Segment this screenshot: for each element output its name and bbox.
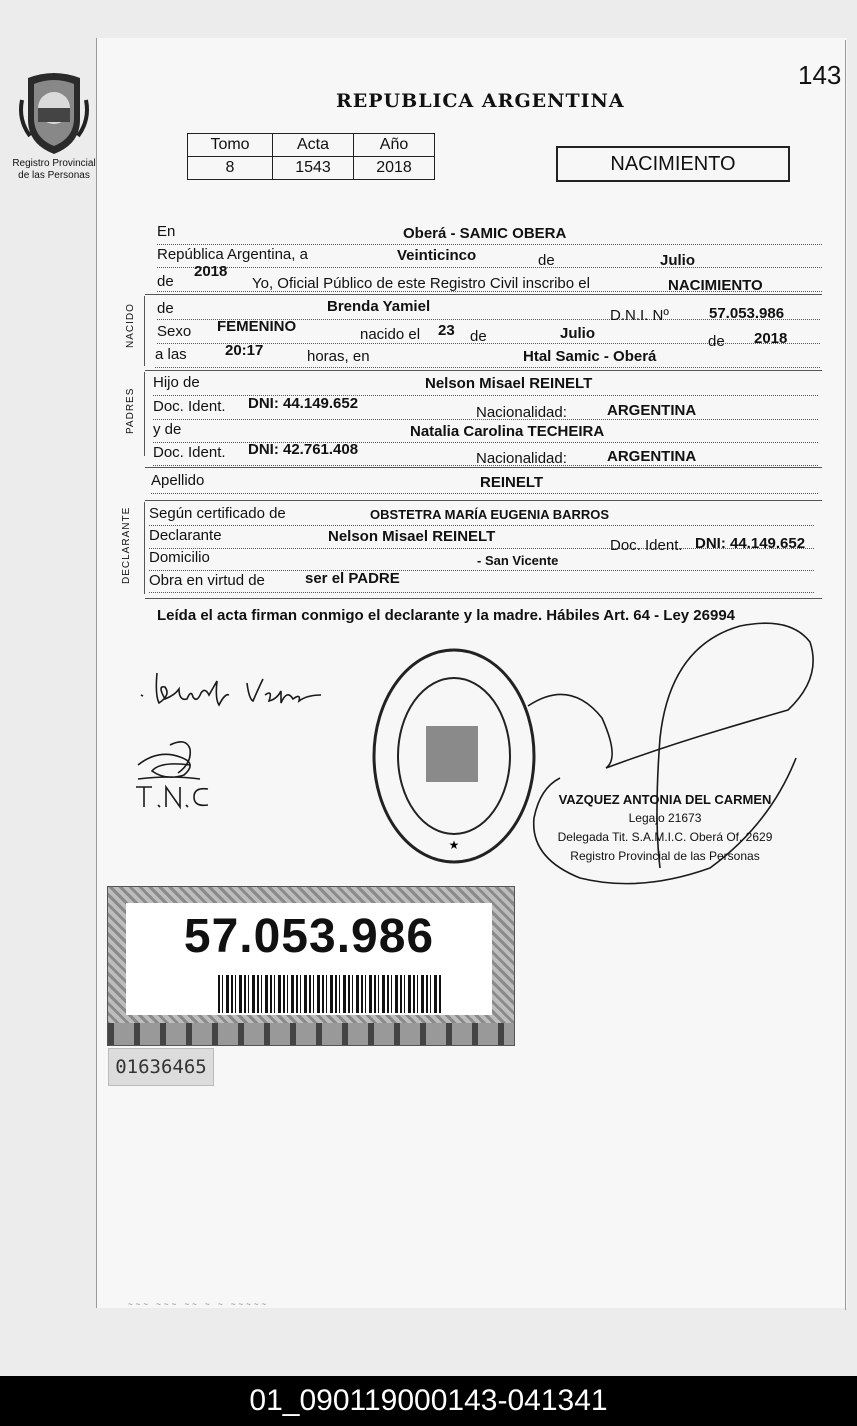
de-label: de — [538, 252, 555, 269]
birth-day: 23 — [438, 322, 455, 339]
en-value: Oberá - SAMIC OBERA — [403, 225, 567, 242]
closing-statement: Leída el acta firman conmigo el declarante y la madre. Hábiles Art. 64 - Ley 26994 — [157, 607, 736, 624]
svg-text:★: ★ — [448, 838, 460, 852]
mother-doc-label: Doc. Ident. — [153, 444, 226, 461]
day-value: Veinticinco — [397, 247, 477, 264]
decl-doc-label: Doc. Ident. — [610, 537, 683, 554]
padres-label: PADRES — [125, 387, 136, 434]
declarante-field-label: Declarante — [149, 527, 222, 544]
father-doc: DNI: 44.149.652 — [248, 395, 359, 412]
inscribo-value: NACIMIENTO — [668, 277, 763, 294]
segun-label: Según certificado de — [149, 505, 286, 522]
document-type-box: NACIMIENTO — [556, 146, 790, 182]
registry-logo-caption-1: Registro Provincial — [12, 158, 96, 169]
sexo-label: Sexo — [157, 323, 192, 340]
barcode-icon — [218, 975, 442, 1013]
page-number: 143 — [798, 60, 842, 90]
anio-header: Año — [354, 134, 435, 157]
father-nat-label: Nacionalidad: — [476, 404, 567, 421]
dni-sticker — [107, 886, 515, 1046]
en-label: En — [157, 223, 176, 240]
official-name: VAZQUEZ ANTONIA DEL CARMEN — [558, 792, 772, 807]
register-table — [187, 133, 435, 180]
provincial-seal-icon — [18, 70, 90, 156]
sexo-value: FEMENINO — [217, 318, 297, 335]
registry-logo — [10, 70, 98, 182]
padres-top-rule — [145, 370, 822, 371]
father-value: Nelson Misael REINELT — [425, 375, 593, 392]
segun-value: OBSTETRA MARÍA EUGENIA BARROS — [370, 507, 610, 522]
tomo-value: 8 — [188, 157, 273, 180]
serial-label: 01636465 — [108, 1048, 214, 1086]
de2-label: de — [157, 273, 174, 290]
domicilio-value: - San Vicente — [477, 553, 559, 568]
nacido-el-label: nacido el — [360, 326, 421, 343]
tomo-header: Tomo — [188, 134, 273, 157]
mother-nat: ARGENTINA — [607, 448, 697, 465]
birth-year: 2018 — [754, 330, 788, 347]
father-nat: ARGENTINA — [607, 402, 697, 419]
faint-mark: ~~~ ~~~ ~~ ~ ~ ~~~~~ — [128, 1300, 270, 1309]
official-role: Delegada Tit. S.A.M.I.C. Oberá Of. 2629 — [557, 830, 773, 844]
nacido-sidebar — [144, 296, 145, 366]
official-legajo: Legajo 21673 — [628, 811, 702, 825]
declarante-label: DECLARANTE — [121, 506, 132, 584]
yde-label: y de — [153, 421, 182, 438]
de4-label: de — [470, 328, 487, 345]
republica-label: República Argentina, a — [157, 246, 308, 263]
declarante-bottom-rule — [145, 598, 822, 599]
acta-header: Acta — [273, 134, 354, 157]
decl-doc-value: DNI: 44.149.652 — [695, 535, 806, 552]
official-office: Registro Provincial de las Personas — [570, 849, 760, 863]
de3-label: de — [157, 300, 174, 317]
year-value: 2018 — [194, 263, 228, 280]
dni-sticker-strip — [108, 1023, 514, 1045]
alas-label: a las — [155, 346, 187, 363]
declarante-sidebar — [144, 502, 145, 594]
anio-value: 2018 — [354, 157, 435, 180]
oficial-text: Yo, Oficial Público de este Registro Civil inscribo el — [252, 275, 590, 292]
declarante-top-rule — [145, 500, 822, 501]
mother-signature — [130, 735, 220, 815]
time-value: 20:17 — [225, 342, 264, 359]
nacido-label: NACIDO — [125, 303, 136, 348]
registry-logo-caption-2: de las Personas — [18, 170, 90, 181]
de5-label: de — [708, 333, 725, 350]
declarante-value: Nelson Misael REINELT — [328, 528, 496, 545]
apellido-label: Apellido — [151, 472, 205, 489]
mother-nat-label: Nacionalidad: — [476, 450, 567, 467]
horas-label: horas, en — [307, 348, 370, 365]
apellido-top-rule — [145, 467, 822, 468]
declarant-signature — [135, 665, 335, 720]
mother-doc: DNI: 42.761.408 — [248, 441, 359, 458]
document-title: REPUBLICA ARGENTINA — [336, 90, 625, 112]
name-value: Brenda Yamiel — [327, 298, 431, 315]
mother-value: Natalia Carolina TECHEIRA — [410, 423, 605, 440]
month-value: Julio — [660, 252, 696, 269]
apellido-value: REINELT — [480, 474, 544, 491]
page-edge — [845, 40, 846, 1310]
padres-sidebar — [144, 372, 145, 456]
dni-sticker-number: 57.053.986 — [183, 910, 435, 963]
dni-value: 57.053.986 — [709, 305, 785, 322]
obra-label: Obra en virtud de — [149, 572, 265, 589]
obra-value: ser el PADRE — [305, 570, 400, 587]
dni-label: D.N.I. Nº — [610, 307, 669, 324]
acta-value: 1543 — [273, 157, 354, 180]
domicilio-label: Domicilio — [149, 549, 210, 566]
official-block — [554, 790, 776, 866]
nacido-top-rule — [145, 294, 822, 295]
dni-sticker-label — [126, 903, 492, 1015]
hijo-label: Hijo de — [153, 374, 200, 391]
birth-month: Julio — [560, 325, 596, 342]
scan-footer: 01_090119000143-041341 — [0, 1376, 857, 1426]
place-value: Htal Samic - Oberá — [523, 348, 657, 365]
father-doc-label: Doc. Ident. — [153, 398, 226, 415]
